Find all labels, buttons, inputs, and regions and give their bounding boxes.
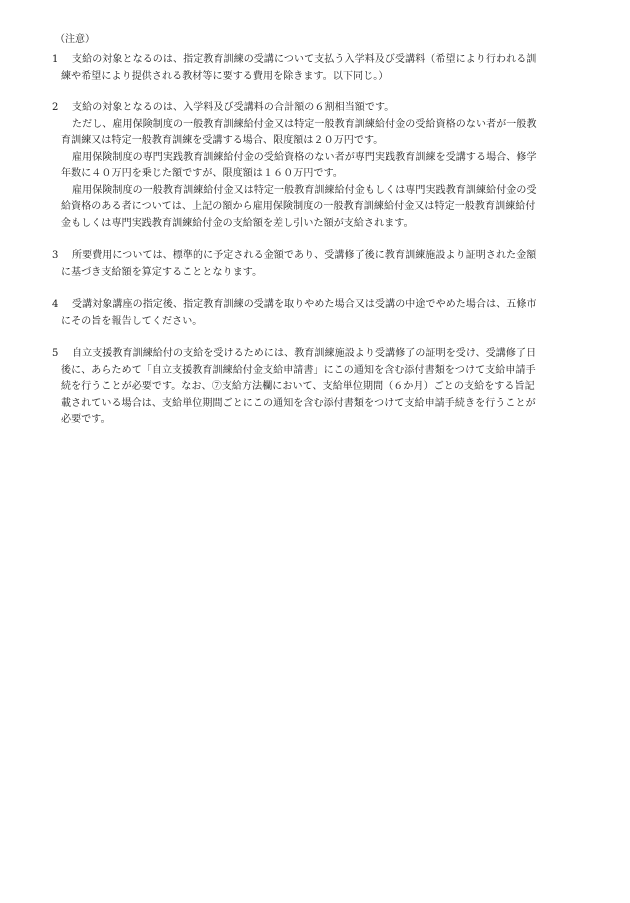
item-5-line-4: 載されている場合は、支給単位期間ごとにこの通知を含む添付書類をつけて支給申請手続きを行うことが xyxy=(61,398,536,409)
item-2-line-3: 育訓練又は特定一般教育訓練を受講する場合、限度額は２０万円です。 xyxy=(61,135,384,146)
item-2-line-1: 支給の対象となるのは、入学料及び受講料の合計額の６割相当額です。 xyxy=(72,102,395,113)
item-4-line-1: 受講対象講座の指定後、指定教育訓練の受講を取りやめた場合又は受講の中途でやめた場合は、五條市 xyxy=(72,299,537,310)
item-3-number: 3 xyxy=(52,250,59,261)
item-2-line-2: ただし、雇用保険制度の一般教育訓練給付金又は特定一般教育訓練給付金の受給資格のない者が一般教 xyxy=(72,119,537,130)
item-1-line-2: 練や希望により提供される教材等に要する費用を除きます。以下同じ。） xyxy=(61,71,389,82)
item-1-line-1: 支給の対象となるのは、指定教育訓練の受講について支払う入学料及び受講料（希望により行われる訓 xyxy=(72,54,537,65)
item-2-line-5: 年数に４０万円を乗じた額ですが、限度額は１６０万円です。 xyxy=(61,168,343,179)
item-2-line-4: 雇用保険制度の専門実践教育訓練給付金の受給資格のない者が専門実践教育訓練を受講する場合、修学 xyxy=(72,152,537,163)
item-3-line-2: に基づき支給額を算定することとなります。 xyxy=(61,267,263,278)
item-2-line-7: 給資格のある者については、上記の額から雇用保険制度の一般教育訓練給付金又は特定一般教育訓練給付 xyxy=(61,201,536,212)
item-2-line-6: 雇用保険制度の一般教育訓練給付金又は特定一般教育訓練給付金もしくは専門実践教育訓練給付金の受 xyxy=(72,185,537,196)
item-3-line-1: 所要費用については、標準的に予定される金額であり、受講修了後に教育訓練施設より証明された金額 xyxy=(72,250,537,261)
item-2-line-8: 金もしくは専門実践教育訓練給付金の支給額を差し引いた額が支給されます。 xyxy=(61,218,414,229)
item-5-line-5: 必要です。 xyxy=(61,414,111,425)
item-5-line-1: 自立支援教育訓練給付の支給を受けるためには、教育訓練施設より受講修了の証明を受け、受講修了日 xyxy=(72,348,537,359)
notice-heading: （注意） xyxy=(55,34,95,45)
item-5-line-3: 続を行うことが必要です。なお、⑦支給方法欄において、支給単位期間（６か月）ごとの支給をする旨記 xyxy=(61,381,535,392)
item-5-line-2: 後に、あらためて「自立支援教育訓練給付金支給申請書」にこの通知を含む添付書類をつけて支給申請手 xyxy=(61,365,536,376)
item-4-line-2: にその旨を報告してください。 xyxy=(61,316,203,327)
item-2-number: 2 xyxy=(52,102,59,113)
item-4-number: 4 xyxy=(52,299,59,310)
item-5-number: 5 xyxy=(52,348,59,359)
item-1-number: 1 xyxy=(52,54,59,65)
